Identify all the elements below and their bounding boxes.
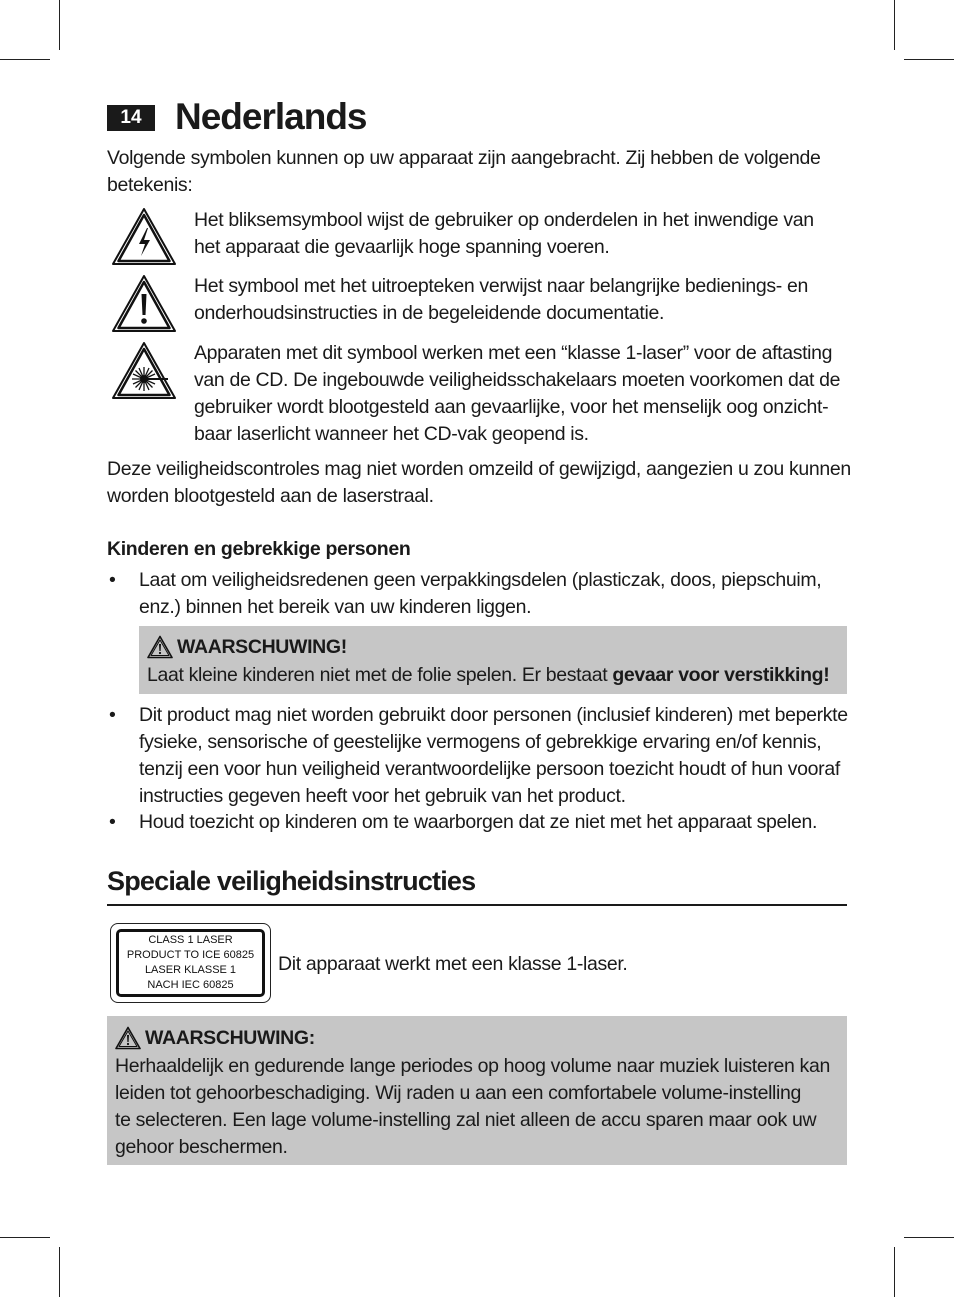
bullet-item-packaging <box>139 567 849 621</box>
warning-title: WAARSCHUWING: <box>145 1027 315 1049</box>
intro-line: Volgende symbolen kunnen op uw apparaat zijn aangebracht. Zij hebben de volgende <box>107 147 821 169</box>
crop-mark <box>0 1237 50 1238</box>
laser-label-line: CLASS 1 LASER <box>148 934 233 946</box>
crop-mark <box>59 0 60 50</box>
crop-mark <box>904 1237 954 1238</box>
warning-text <box>147 662 829 688</box>
exclamation-warning-icon <box>110 273 178 335</box>
symbol-description-lightning <box>194 207 844 261</box>
bullet-line: Houd toezicht op kinderen om te waarborgen dat ze niet met het apparaat spelen. <box>139 811 818 833</box>
bullet-marker: • <box>109 569 116 591</box>
warning-triangle-icon <box>115 1026 141 1050</box>
lightning-warning-icon <box>110 206 178 268</box>
bullet-line: instructies gegeven heeft voor het gebruik van het product. <box>139 785 626 807</box>
section-title: Speciale veiligheidsinstructies <box>107 866 476 896</box>
laser-class-label-inner <box>116 929 265 997</box>
symbol-line: Het bliksemsymbool wijst de gebruiker op onderdelen in het inwendige van <box>194 209 814 231</box>
warning-line: te selecteren. Een lage volume-instelling zal niet alleen de accu sparen maar ook uw <box>115 1109 817 1131</box>
warning-text-plain: Laat kleine kinderen niet met de folie spelen. Er bestaat <box>147 664 613 686</box>
symbol-description-exclamation <box>194 273 844 327</box>
bullet-marker: • <box>109 811 116 833</box>
bullet-line: tenzij een voor hun veiligheid verantwoordelijke persoon toezicht houdt of hun vooraf <box>139 758 840 780</box>
laser-warning-icon <box>110 340 178 402</box>
bullet-item-restricted-persons <box>139 702 849 810</box>
children-heading: Kinderen en gebrekkige personen <box>107 538 411 560</box>
laser-label-line: LASER KLASSE 1 <box>144 964 237 976</box>
warning-title-row <box>147 634 347 660</box>
warning-line: Herhaaldelijk en gedurende lange periodes op hoog volume naar muziek luisteren kan <box>115 1055 830 1077</box>
symbol-line: Apparaten met dit symbool werken met een “klasse 1-laser” voor de aftasting <box>194 342 833 364</box>
bullet-line: Dit product mag niet worden gebruikt door personen (inclusief kinderen) met beperkte <box>139 704 848 726</box>
page-title: Nederlands <box>175 96 367 137</box>
symbol-line: onderhoudsinstructies in de begeleidende documentatie. <box>194 302 665 324</box>
bullet-item-supervision <box>139 809 849 836</box>
warning-title: WAARSCHUWING! <box>177 636 347 658</box>
warning-triangle-icon <box>147 635 173 659</box>
warning-text-bold: gevaar voor verstikking! <box>612 664 830 686</box>
symbol-line: het apparaat die gevaarlijk hoge spanning voeren. <box>194 236 610 258</box>
safety-note <box>107 456 852 510</box>
crop-mark <box>904 59 954 60</box>
warning-title-row <box>115 1025 315 1051</box>
symbol-line: Het symbool met het uitroepteken verwijst naar belangrijke bedienings- en <box>194 275 808 297</box>
warning-box-hearing <box>107 1016 847 1165</box>
intro-line: betekenis: <box>107 174 193 196</box>
bullet-marker: • <box>109 704 116 726</box>
crop-mark <box>59 1247 60 1297</box>
laser-label-line: NACH IEC 60825 <box>147 979 234 991</box>
warning-line: leiden tot gehoorbeschadiging. Wij raden u aan een comfortabele volume-instelling <box>115 1082 802 1104</box>
safety-note-line: worden blootgesteld aan de laserstraal. <box>107 485 434 507</box>
crop-mark <box>894 1247 895 1297</box>
laser-label-line: PRODUCT TO ICE 60825 <box>126 949 255 961</box>
warning-box-suffocation <box>139 626 847 694</box>
bullet-line: Laat om veiligheidsredenen geen verpakkingsdelen (plasticzak, doos, piepschuim, <box>139 569 822 591</box>
symbol-line: van de CD. De ingebouwde veiligheidsschakelaars moeten voorkomen dat de <box>194 369 841 391</box>
bullet-line: fysieke, sensorische of geestelijke vermogens of gebrekkige ervaring en/of kennis, <box>139 731 822 753</box>
warning-text <box>115 1053 840 1161</box>
page-number: 14 <box>107 105 155 131</box>
intro-paragraph <box>107 145 852 199</box>
safety-note-line: Deze veiligheidscontroles mag niet worden omzeild of gewijzigd, aangezien u zou kunnen <box>107 458 851 480</box>
symbol-description-laser <box>194 340 844 448</box>
crop-mark <box>894 0 895 50</box>
warning-line: gehoor beschermen. <box>115 1136 288 1158</box>
symbol-line: baar laserlicht wanneer het CD-vak geopend is. <box>194 423 589 445</box>
bullet-line: enz.) binnen het bereik van uw kinderen liggen. <box>139 596 532 618</box>
crop-mark <box>0 59 50 60</box>
laser-class-text: Dit apparaat werkt met een klasse 1-laser. <box>278 953 628 975</box>
laser-class-label <box>110 923 271 1003</box>
symbol-line: gebruiker wordt blootgesteld aan gevaarlijke, voor het menselijk oog onzicht- <box>194 396 829 418</box>
section-divider <box>107 904 847 906</box>
